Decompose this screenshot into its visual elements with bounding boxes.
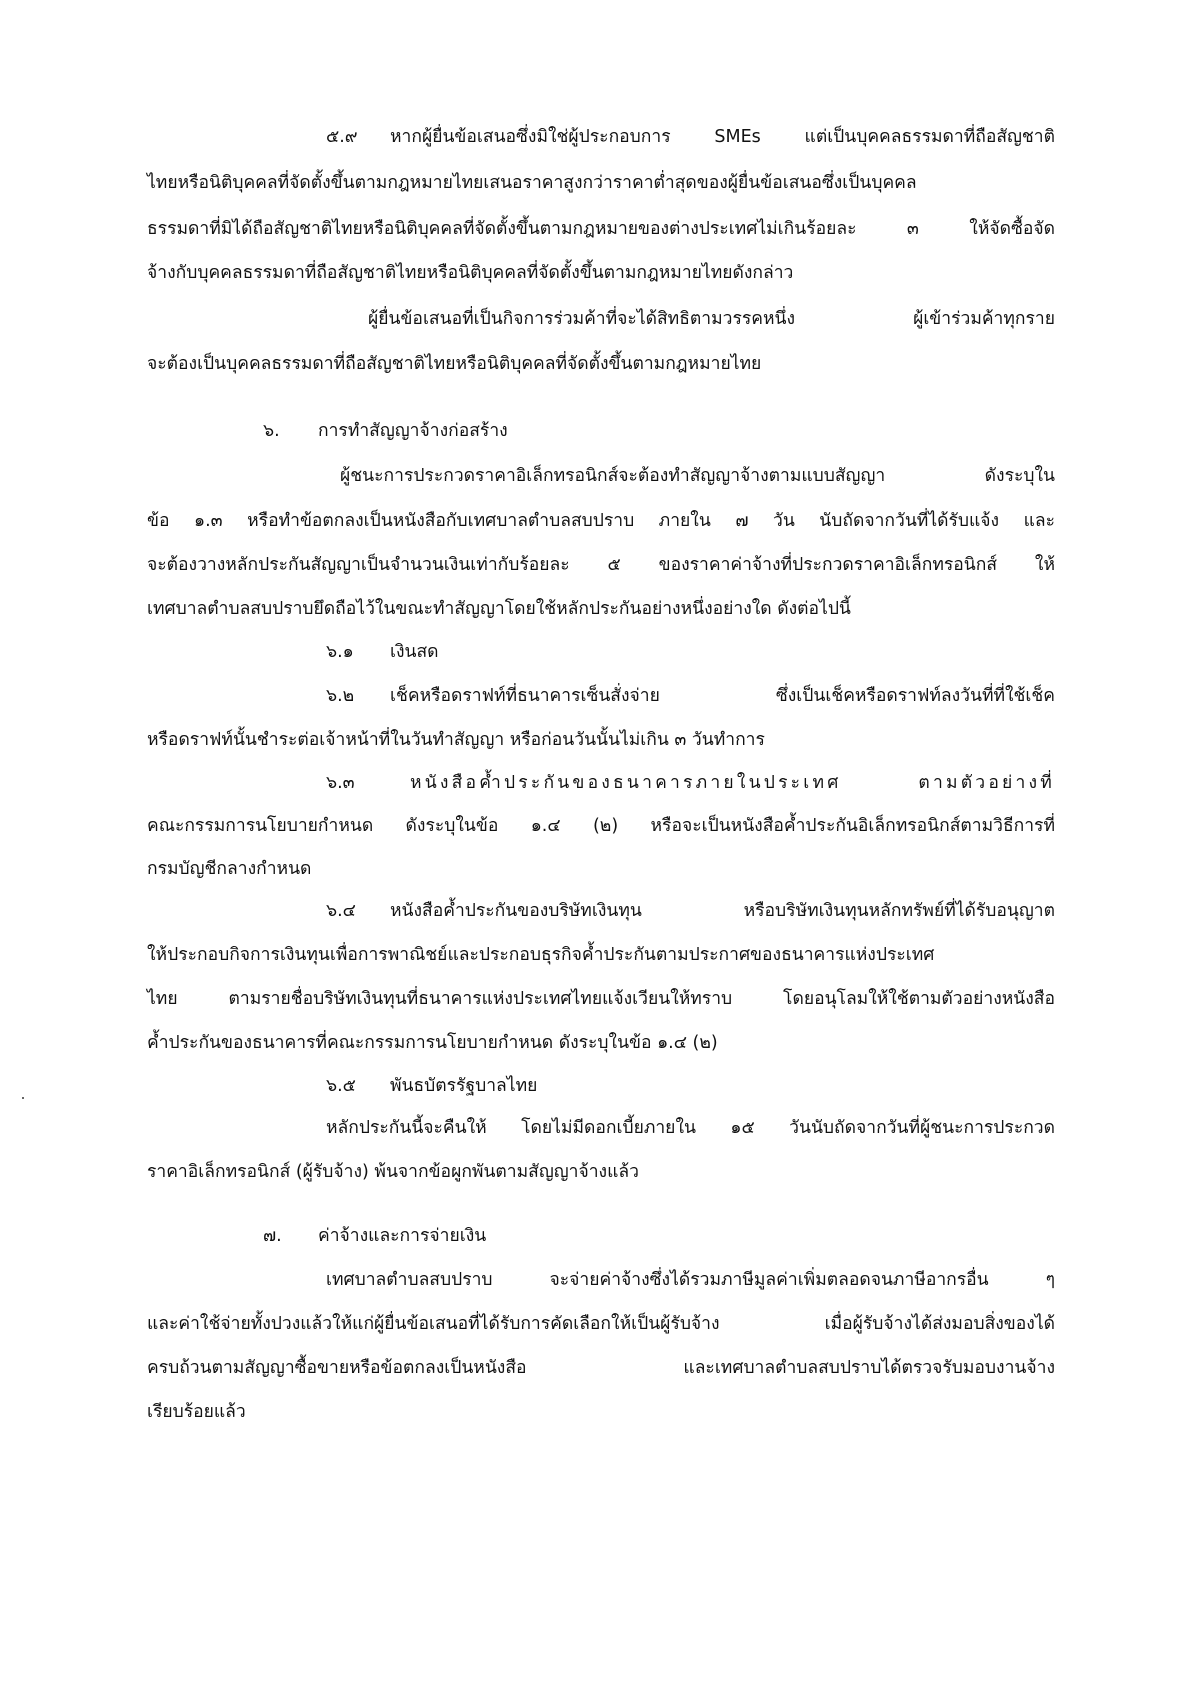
clause-number-5-9: ๕.๙ <box>326 127 358 147</box>
item-6-1-text: เงินสด <box>390 642 439 662</box>
section-7-line-3: ครบถ้วนตามสัญญาซื้อขายหรือข้อตกลงเป็นหนังสือ และเทศบาลตำบลสบปราบได้ตรวจรับมอบงานจ้าง <box>147 1358 1055 1378</box>
item-6-2-number: ๖.๒ <box>326 686 355 706</box>
section-7-line-4: เรียบร้อยแล้ว <box>147 1402 246 1422</box>
section-6-intro-line-2: ข้อ ๑.๓ หรือทำข้อตกลงเป็นหนังสือกับเทศบาลตำบลสบปราบ ภายใน ๗ วัน นับถัดจากวันที่ได้รับแจ้ง และ <box>147 511 1055 531</box>
item-6-5-text: พันธบัตรรัฐบาลไทย <box>390 1076 538 1096</box>
clause-5-9-line-3: ธรรมดาที่มิได้ถือสัญชาติไทยหรือนิติบุคคลที่จัดตั้งขึ้นตามกฎหมายของต่างประเทศไม่เกินร้อยละ ๓ ให้จัดซื้อจัด <box>147 219 1055 239</box>
item-6-3-line-2: คณะกรรมการนโยบายกำหนด ดังระบุในข้อ ๑.๔ (๒) หรือจะเป็นหนังสือค้ำประกันอิเล็กทรอนิกส์ตามวิธีการที่ <box>147 816 1055 836</box>
section-7-line-1: เทศบาลตำบลสบปราบ จะจ่ายค่าจ้างซึ่งได้รวมภาษีมูลค่าเพิ่มตลอดจนภาษีอากรอื่น ๆ <box>326 1270 1055 1290</box>
item-6-5-number: ๖.๕ <box>326 1076 356 1096</box>
section-6-intro-line-3: จะต้องวางหลักประกันสัญญาเป็นจำนวนเงินเท่ากับร้อยละ ๕ ของราคาค่าจ้างที่ประกวดราคาอิเล็กทรอนิกส์ ให้ <box>147 555 1055 575</box>
item-6-3-line-3: กรมบัญชีกลางกำหนด <box>147 859 312 879</box>
clause-5-9-line-2: ไทยหรือนิติบุคคลที่จัดตั้งขึ้นตามกฎหมายไทยเสนอราคาสูงกว่าราคาต่ำสุดของผู้ยื่นข้อเสนอซึ่งเป็นบุคคล <box>147 173 917 193</box>
item-6-4-line-3: ไทย ตามรายชื่อบริษัทเงินทุนที่ธนาคารแห่งประเทศไทยแจ้งเวียนให้ทราบ โดยอนุโลมให้ใช้ตามตัวอย่างหนังสือ <box>147 989 1055 1009</box>
section-7-line-2: และค่าใช้จ่ายทั้งปวงแล้วให้แก่ผู้ยื่นข้อเสนอที่ได้รับการคัดเลือกให้เป็นผู้รับจ้าง เมื่อผู้รับจ้างได้ส่งมอบสิ่งของได้ <box>147 1314 1055 1334</box>
item-6-3-number: ๖.๓ <box>326 773 355 793</box>
item-6-1-number: ๖.๑ <box>326 642 354 662</box>
section-6-closing-line-1: หลักประกันนี้จะคืนให้ โดยไม่มีดอกเบี้ยภายใน ๑๕ วันนับถัดจากวันที่ผู้ชนะการประกวด <box>326 1118 1055 1138</box>
section-6-number: ๖. <box>263 421 280 441</box>
clause-5-9-para2-line-1: ผู้ยื่นข้อเสนอที่เป็นกิจการร่วมค้าที่จะได้สิทธิตามวรรคหนึ่ง ผู้เข้าร่วมค้าทุกราย <box>368 309 1055 329</box>
section-7-number: ๗. <box>263 1226 282 1246</box>
item-6-2-line-1: เช็คหรือดราฟท์ที่ธนาคารเซ็นสั่งจ่าย ซึ่งเป็นเช็คหรือดราฟท์ลงวันที่ที่ใช้เช็ค <box>390 686 1055 706</box>
section-6-intro-line-4: เทศบาลตำบลสบปราบยึดถือไว้ในขณะทำสัญญาโดยใช้หลักประกันอย่างหนึ่งอย่างใด ดังต่อไปนี้ <box>147 599 851 619</box>
item-6-3-line-1: หนังสือค้ำประกันของธนาคารภายในประเทศ ตามตัวอย่างที่ <box>410 773 1055 793</box>
item-6-4-line-1: หนังสือค้ำประกันของบริษัทเงินทุน หรือบริษัทเงินทุนหลักทรัพย์ที่ได้รับอนุญาต <box>390 901 1055 921</box>
section-7-title: ค่าจ้างและการจ่ายเงิน <box>318 1226 487 1246</box>
clause-5-9-para2-line-2: จะต้องเป็นบุคคลธรรมดาที่ถือสัญชาติไทยหรือนิติบุคคลที่จัดตั้งขึ้นตามกฎหมายไทย <box>147 354 762 374</box>
item-6-2-line-2: หรือดราฟท์นั้นชำระต่อเจ้าหน้าที่ในวันทำสัญญา หรือก่อนวันนั้นไม่เกิน ๓ วันทำการ <box>147 730 765 750</box>
section-6-intro-line-1: ผู้ชนะการประกวดราคาอิเล็กทรอนิกส์จะต้องทำสัญญาจ้างตามแบบสัญญา ดังระบุใน <box>340 466 1055 486</box>
section-6-closing-line-2: ราคาอิเล็กทรอนิกส์ (ผู้รับจ้าง) พ้นจากข้อผูกพันตามสัญญาจ้างแล้ว <box>147 1162 639 1182</box>
item-6-4-line-4: ค้ำประกันของธนาคารที่คณะกรรมการนโยบายกำหนด ดังระบุในข้อ ๑.๔ (๒) <box>147 1033 718 1053</box>
item-6-4-number: ๖.๔ <box>326 901 356 921</box>
item-6-4-line-2: ให้ประกอบกิจการเงินทุนเพื่อการพาณิชย์และประกอบธุรกิจค้ำประกันตามประกาศของธนาคารแห่งประเทศ <box>147 945 935 965</box>
clause-5-9-line-4: จ้างกับบุคคลธรรมดาที่ถือสัญชาติไทยหรือนิติบุคคลที่จัดตั้งขึ้นตามกฎหมายไทยดังกล่าว <box>147 263 794 283</box>
section-6-title: การทำสัญญาจ้างก่อสร้าง <box>318 421 508 441</box>
margin-speck <box>22 1097 24 1099</box>
clause-5-9-line-1: หากผู้ยื่นข้อเสนอซึ่งมิใช่ผู้ประกอบการ SMEs แต่เป็นบุคคลธรรมดาที่ถือสัญชาติ <box>390 127 1055 147</box>
